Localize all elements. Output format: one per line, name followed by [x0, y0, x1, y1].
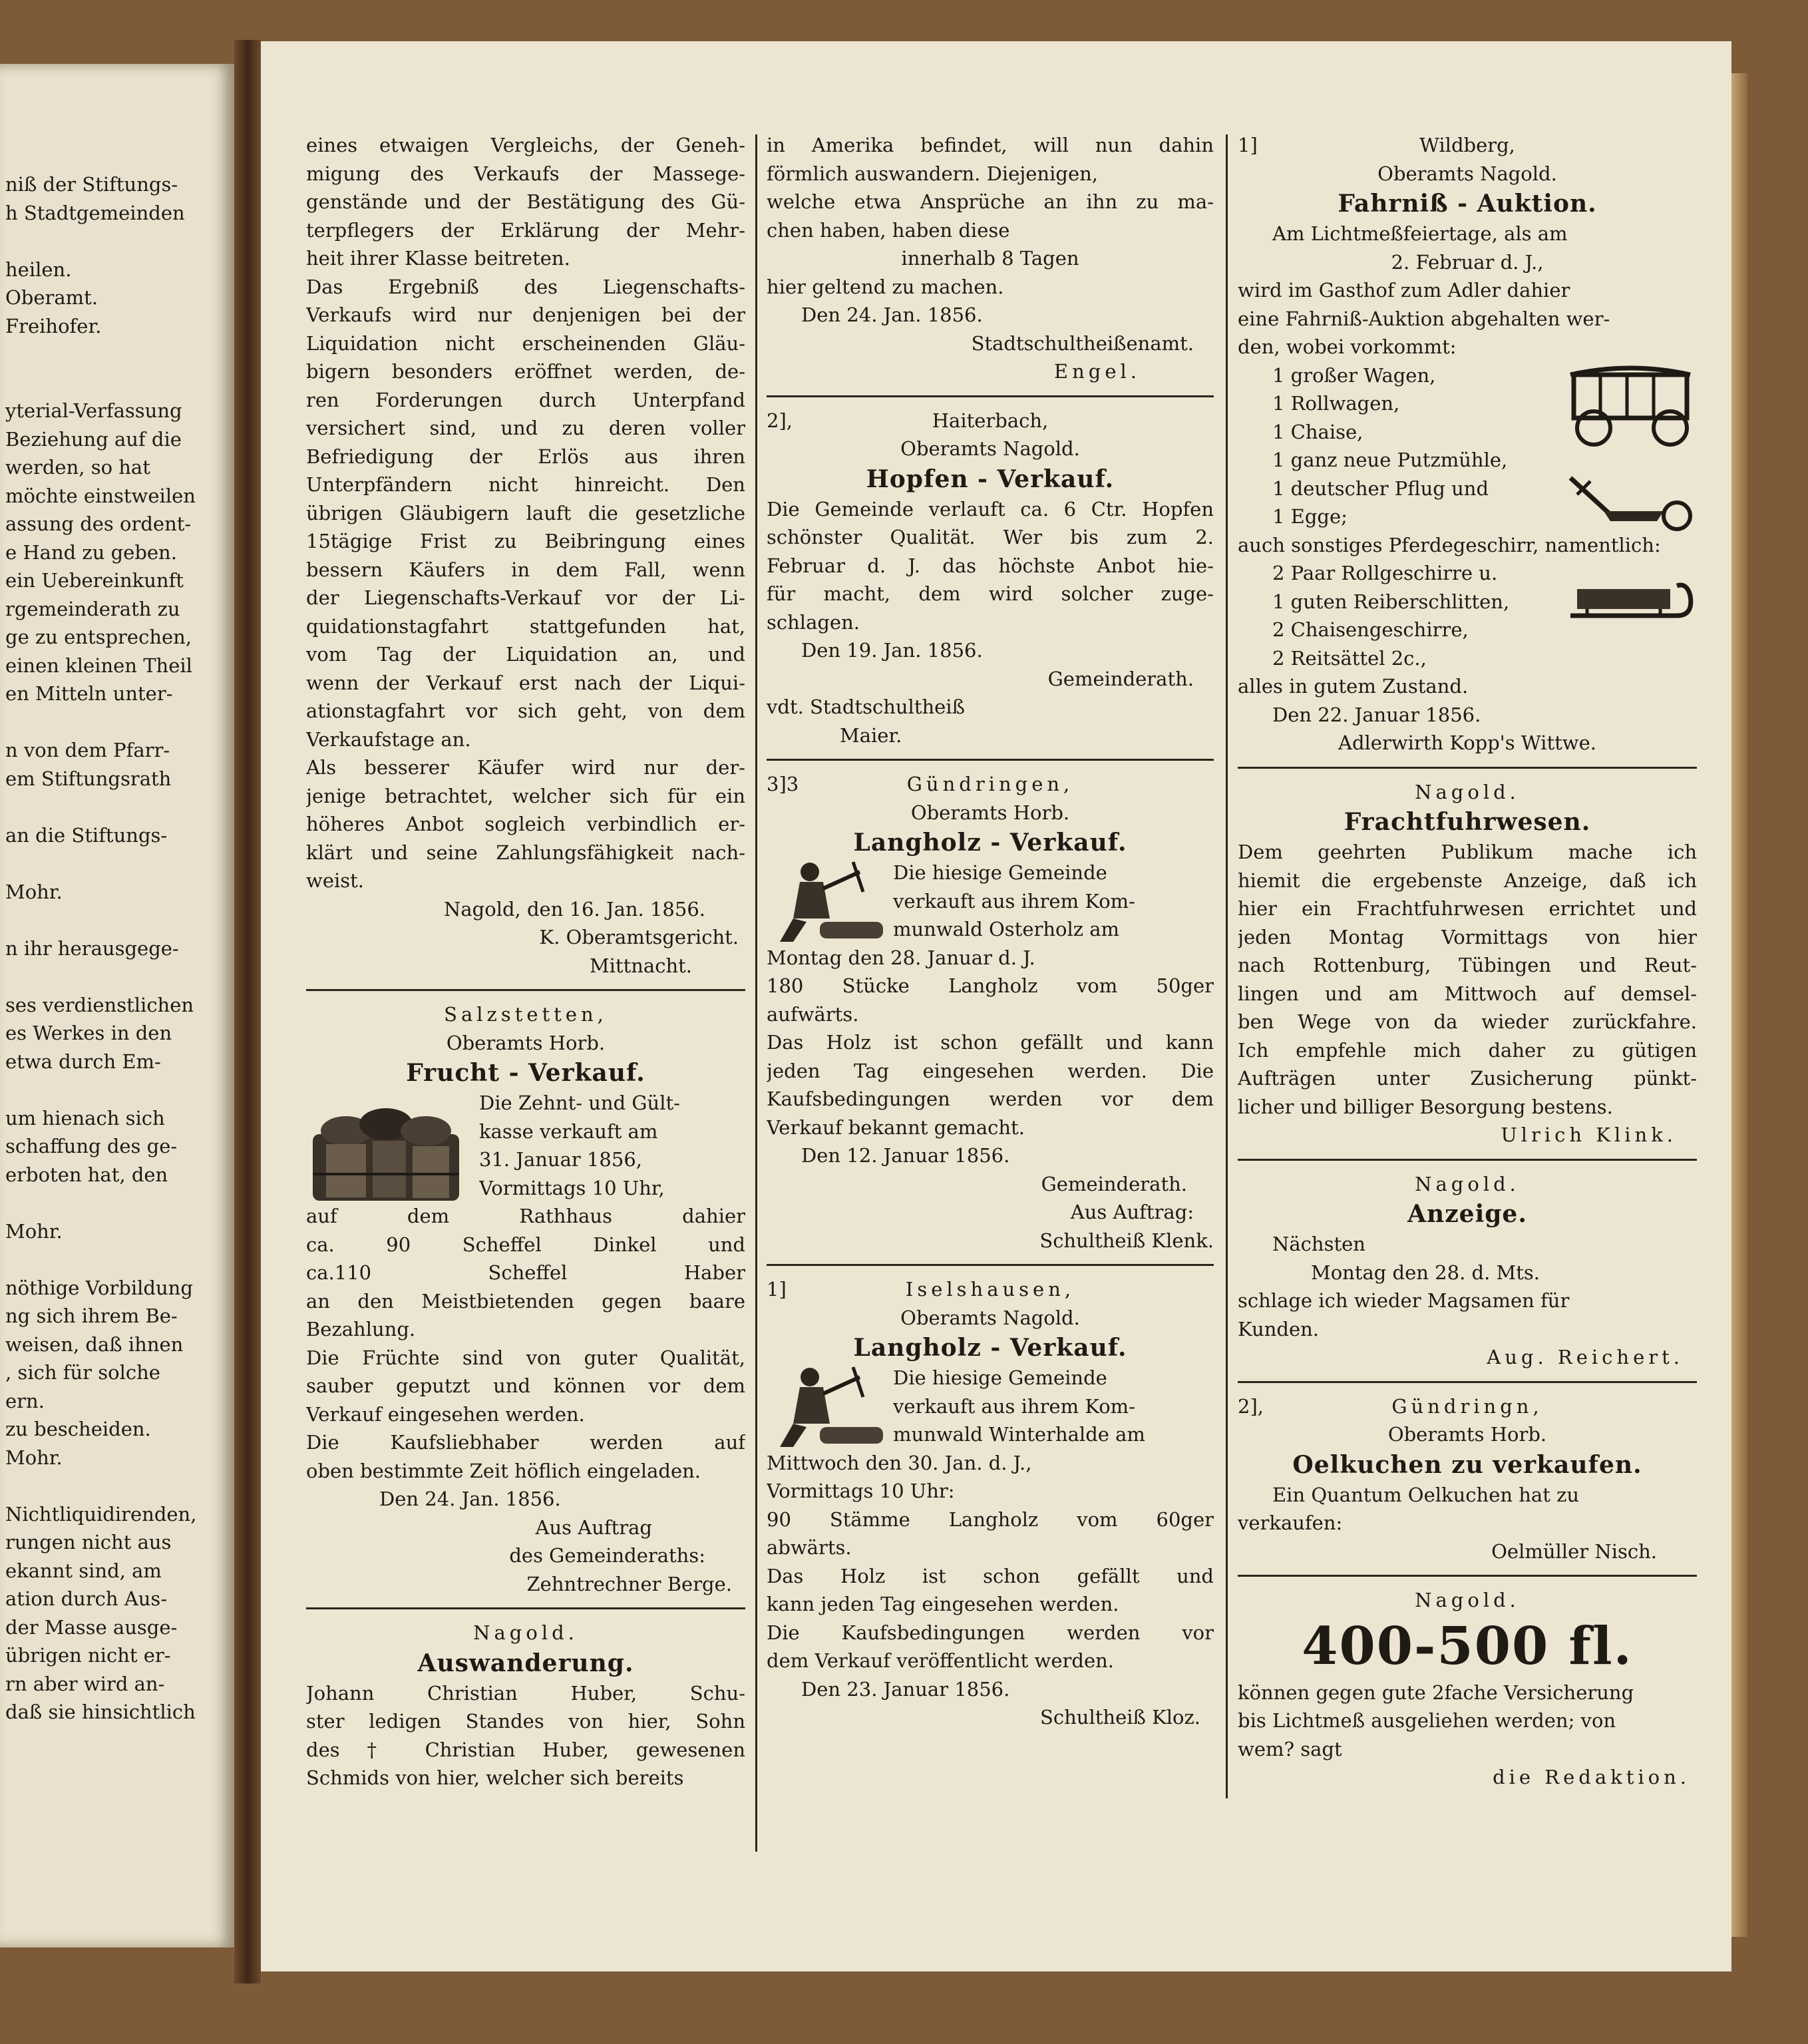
text-line: genstände und der Bestätigung des Gü- — [306, 190, 745, 213]
ad-signature-3: Maier. — [840, 723, 902, 747]
ad-date: Den 12. Januar 1856. — [801, 1144, 1010, 1167]
body-line: verkaufen: — [1238, 1512, 1343, 1534]
ad-number: 1] — [1238, 134, 1258, 156]
text-line: yterial-Verfassung — [5, 399, 182, 422]
text-line: ses verdienstlichen — [5, 993, 194, 1016]
text-line: 1 ganz neue Putzmühle, — [1272, 449, 1508, 471]
text-line: um hienach sich — [5, 1106, 165, 1129]
text-line: ster ledigen Standes von hier, Sohn — [306, 1710, 745, 1733]
text-line: Die Früchte sind von guter Qualität, — [306, 1346, 745, 1369]
ad-body-with-image — [767, 859, 1214, 944]
text-line: verkauft aus ihrem Kom- — [893, 1394, 1135, 1418]
text-line: Die hiesige Gemeinde — [893, 1366, 1107, 1389]
text-line: 90 Stämme Langholz vom 60ger — [767, 1508, 1214, 1531]
text-line: Verkaufstage an. — [306, 727, 471, 751]
text-line: jenige betrachtet, welcher sich für ein — [306, 784, 745, 807]
text-line: höheres Anbot sogleich verbindlich er- — [306, 813, 745, 835]
book-gutter — [234, 40, 261, 1983]
text-line: Montag den 28. Januar d. J. — [767, 946, 1035, 969]
ad-signature-2: des Gemeinderaths: — [509, 1544, 705, 1567]
text-line: förmlich auswandern. Diejenigen, — [767, 162, 1098, 185]
text-line: dem Verkauf veröffentlicht werden. — [767, 1649, 1115, 1672]
text-line: ekannt sind, am — [5, 1559, 162, 1582]
text-line: es Werkes in den — [5, 1022, 172, 1044]
ad-signature: Ulrich Klink. — [1501, 1124, 1677, 1146]
text-line: h Stadtgemeinden — [5, 201, 185, 224]
text-line: Verkaufs wird nur denjenigen bei der — [306, 304, 745, 326]
notice-signature-office: Stadtschultheißenamt. — [971, 331, 1194, 355]
text-line: e Hand zu geben. — [5, 540, 177, 564]
text-line: ern. — [5, 1389, 45, 1412]
text-line — [5, 227, 218, 256]
text-line: schlagen. — [767, 610, 860, 634]
plough-woodcut — [1564, 475, 1697, 534]
text-line: Das Holz ist schon gefällt und — [767, 1564, 1214, 1587]
text-line: aufwärts. — [767, 1002, 859, 1026]
ad-place: Nagold. — [1415, 1172, 1520, 1195]
text-line: Die Zehnt- und Gült- — [479, 1092, 680, 1114]
divider — [306, 1607, 745, 1609]
ad-title: Hopfen - Verkauf. — [866, 465, 1115, 493]
text-line: versichert sind, und zu deren voller — [306, 417, 745, 439]
ad-date: Den 24. Jan. 1856. — [379, 1488, 561, 1510]
ad-place: Gündringn, — [1391, 1394, 1543, 1418]
body-line: können gegen gute 2fache Versicherung — [1238, 1681, 1634, 1704]
column-3 — [1238, 131, 1697, 1792]
woodcutter-woodcut — [773, 1364, 886, 1450]
ad-signature-1: Gemeinderath. — [1047, 667, 1194, 690]
newspaper-page — [261, 41, 1731, 1971]
body-line: hier geltend zu machen. — [767, 275, 1004, 298]
divider — [1238, 1381, 1697, 1383]
ad-number: 2], — [1238, 1394, 1264, 1418]
text-line: welche etwa Ansprüche an ihn zu ma- — [767, 190, 1214, 213]
text-line: 15tägige Frist zu Beibringung eines — [306, 530, 745, 552]
ad-place: Nagold. — [1415, 1589, 1520, 1611]
text-line: sauber geputzt und können vor dem — [306, 1374, 745, 1397]
ad-signature: Aug. Reichert. — [1487, 1346, 1684, 1368]
text-line — [5, 708, 218, 737]
text-line: 2 Reitsättel 2c., — [1272, 646, 1427, 670]
text-line: oben bestimmte Zeit höflich eingeladen. — [306, 1459, 701, 1482]
text-line: ation durch Aus- — [5, 1587, 168, 1610]
divider — [1238, 767, 1697, 769]
body-line: Montag den 28. d. Mts. — [1311, 1261, 1540, 1284]
notice-date: Nagold, den 16. Jan. 1856. — [444, 897, 705, 920]
ad-title: Frucht - Verkauf. — [406, 1059, 645, 1087]
text-line: ca.110 Scheffel Haber — [306, 1261, 745, 1284]
text-line: Mohr. — [5, 1446, 63, 1469]
text-line: bessern Käufers in dem Fall, wenn — [306, 558, 745, 581]
item-list-2 — [1238, 559, 1697, 672]
text-line: Die Kaufsbedingungen werden vor — [767, 1621, 1214, 1644]
ad-langholz-iselshausen — [767, 1275, 1214, 1732]
text-line — [5, 1189, 218, 1217]
text-line: Oberamt. — [5, 286, 98, 309]
text-line: ge zu entsprechen, — [5, 626, 192, 648]
text-line: nach Rottenburg, Tübingen und Reut- — [1238, 954, 1697, 976]
text-line: terpflegers der Erklärung der Mehr- — [306, 218, 745, 242]
text-line: ren Forderungen durch Unterpfand — [306, 388, 745, 411]
item-list-1 — [1238, 361, 1697, 531]
ad-number: 3]3 — [767, 773, 799, 795]
ad-date: Den 19. Jan. 1856. — [801, 639, 983, 662]
text-line: der Liegenschafts-Verkauf vor der Li- — [306, 586, 745, 609]
text-line: einen kleinen Theil — [5, 654, 192, 677]
ad-number: 2], — [767, 409, 793, 432]
text-line: 180 Stücke Langholz vom 50ger — [767, 974, 1214, 997]
wagon-woodcut — [1564, 361, 1697, 448]
text-line: Ich empfehle mich daher zu gütigen — [1238, 1038, 1697, 1062]
ad-signature-2: Aus Auftrag: — [1070, 1201, 1194, 1223]
text-line: n ihr herausgege- — [5, 936, 179, 960]
text-line: kann jeden Tag eingesehen werden. — [767, 1593, 1119, 1615]
text-line: der Masse ausge- — [5, 1615, 178, 1639]
text-line: erboten hat, den — [5, 1163, 168, 1186]
text-line: etwa durch Em- — [5, 1050, 161, 1073]
body-line: bis Lichtmeß ausgeliehen werden; von — [1238, 1709, 1616, 1732]
text-line: 1 Rollwagen, — [1272, 392, 1400, 415]
ad-place: Wildberg, — [1419, 134, 1515, 156]
text-line: kasse verkauft am — [479, 1120, 658, 1143]
divider — [1238, 1159, 1697, 1161]
text-line: für macht, dem wird solcher zuge- — [767, 582, 1214, 605]
text-line: bigern besonders eröffnet werden, de- — [306, 360, 745, 383]
grain-sacks-woodcut — [306, 1094, 466, 1207]
text-line: zu bescheiden. — [5, 1418, 151, 1440]
text-line: Aufträgen unter Zusicherung pünkt- — [1238, 1067, 1697, 1090]
text-line: Februar d. J. das höchste Anbot hie- — [767, 554, 1214, 577]
body-line: wem? sagt — [1238, 1737, 1342, 1760]
text-line: übrigen nicht er- — [5, 1644, 171, 1667]
text-line: schönster Qualität. Wer bis zum 2. — [767, 526, 1214, 548]
loan-amount: 400-500 fl. — [1302, 1615, 1633, 1677]
column-2 — [767, 131, 1214, 1732]
text-line: 1 guten Reiberschlitten, — [1272, 590, 1510, 613]
body-line: schlage ich wieder Magsamen für — [1238, 1289, 1570, 1312]
text-line: en Mitteln unter- — [5, 682, 173, 705]
ad-signature-1: Aus Auftrag — [535, 1516, 652, 1539]
body-line: Kunden. — [1238, 1317, 1320, 1340]
text-line: lingen und am Mittwoch auf demsel- — [1238, 982, 1697, 1005]
text-line: vom Tag der Liquidation an, und — [306, 643, 745, 666]
ad-signature: Schultheiß Kloz. — [1040, 1706, 1200, 1729]
body-line: 2. Februar d. J., — [1391, 250, 1544, 274]
text-line: Dem geehrten Publikum mache ich — [1238, 841, 1697, 863]
text-line — [5, 906, 218, 934]
ad-body-with-image — [306, 1089, 745, 1202]
text-line: heit ihrer Klasse beitreten. — [306, 247, 570, 270]
text-line: ationstagfahrt vor sich geht, von dem — [306, 700, 745, 722]
text-line: munwald Winterhalde am — [893, 1423, 1145, 1446]
ad-place: Salzstetten, — [444, 1003, 608, 1026]
text-line: migung des Verkaufs der Massege- — [306, 162, 745, 185]
text-line: Unterpfändern nicht hinreicht. Den — [306, 473, 745, 496]
text-line: in Amerika befindet, will nun dahin — [767, 134, 1214, 156]
ad-place: Iselshausen, — [905, 1278, 1075, 1301]
ad-place: Nagold. — [1415, 780, 1520, 803]
text-line — [5, 340, 218, 369]
left-page — [0, 64, 234, 1947]
ad-signature-3: Schultheiß Klenk. — [1039, 1229, 1214, 1252]
ad-place: Nagold. — [473, 1621, 578, 1644]
ad-title: Fahrniß - Auktion. — [1338, 190, 1597, 218]
text-line: 1 deutscher Pflug und — [1272, 477, 1489, 500]
body-line: Nächsten — [1272, 1233, 1365, 1255]
liquidation-notice-text — [306, 131, 745, 895]
text-line: hiemit die ergebenste Anzeige, daß ich — [1238, 869, 1697, 892]
ad-oelkuchen — [1238, 1392, 1697, 1566]
text-line — [5, 793, 218, 821]
sleigh-woodcut — [1564, 566, 1697, 632]
text-line — [5, 1245, 218, 1274]
ad-signature-2: vdt. Stadtschultheiß — [767, 696, 965, 718]
body-line: den, wobei vorkommt: — [1238, 335, 1457, 358]
text-line: weist. — [306, 869, 365, 892]
text-line: des † Christian Huber, gewesenen — [306, 1738, 745, 1761]
text-line: Nichtliquidirenden, — [5, 1502, 197, 1526]
ad-subtitle: Oberamts Nagold. — [900, 437, 1080, 460]
ad-subtitle: Oberamts Horb. — [446, 1031, 606, 1054]
ad-title: Langholz - Verkauf. — [853, 829, 1127, 857]
text-line: rungen nicht aus — [5, 1531, 172, 1553]
text-line — [5, 962, 218, 991]
text-line: Mittwoch den 30. Jan. d. J., — [767, 1451, 1032, 1474]
text-line: ng sich ihrem Be- — [5, 1305, 178, 1327]
text-line: munwald Osterholz am — [893, 918, 1120, 940]
divider — [767, 759, 1214, 761]
ad-signature-3: Zehntrechner Berge. — [526, 1572, 732, 1595]
text-line: wenn der Verkauf erst nach der Liqui- — [306, 671, 745, 694]
text-line: Beziehung auf die — [5, 427, 182, 451]
text-line: ca. 90 Scheffel Dinkel und — [306, 1233, 745, 1256]
text-line: 2 Chaisengeschirre, — [1272, 618, 1469, 641]
body-line: wird im Gasthof zum Adler dahier — [1238, 279, 1570, 302]
text-line: eines etwaigen Vergleichs, der Geneh- — [306, 134, 745, 156]
body-line: alles in gutem Zustand. — [1238, 675, 1469, 698]
text-line: 2 Paar Rollgeschirre u. — [1272, 562, 1498, 584]
text-line: licher und billiger Besorgung bestens. — [1238, 1095, 1613, 1118]
text-line: Die hiesige Gemeinde — [893, 861, 1107, 884]
left-page-text — [5, 170, 218, 1727]
text-line: Befriedigung der Erlös aus ihren — [306, 445, 745, 468]
notice-date: Den 24. Jan. 1856. — [801, 304, 983, 326]
text-line: assung des ordent- — [5, 512, 192, 535]
text-line: Johann Christian Huber, Schu- — [306, 1681, 745, 1705]
ad-body-with-image — [767, 1364, 1214, 1449]
ad-signature: die Redaktion. — [1493, 1766, 1690, 1788]
ad-langholz-guendringen — [767, 770, 1214, 1255]
text-line — [5, 1076, 218, 1104]
column-1 — [306, 131, 745, 1792]
ad-date: Den 22. Januar 1856. — [1272, 703, 1481, 726]
ad-signature-1: Gemeinderath. — [1041, 1172, 1187, 1195]
notice-signature-office: K. Oberamtsgericht. — [539, 926, 739, 948]
ad-subtitle: Oberamts Nagold. — [900, 1306, 1080, 1329]
text-line: em Stiftungsrath — [5, 767, 172, 790]
text-line: Kaufsbedingungen werden vor dem — [767, 1088, 1214, 1110]
text-line: Bezahlung. — [306, 1318, 416, 1340]
text-line: verkauft aus ihrem Kom- — [893, 889, 1135, 913]
text-line: 31. Januar 1856, — [479, 1148, 642, 1171]
text-line: quidationstagfahrt stattgefunden hat, — [306, 614, 745, 638]
text-line: Das Ergebniß des Liegenschafts- — [306, 275, 745, 298]
text-line: an den Meistbietenden gegen baare — [306, 1289, 745, 1313]
ad-title: Anzeige. — [1407, 1200, 1527, 1228]
body-line: Ein Quantum Oelkuchen hat zu — [1272, 1483, 1580, 1506]
text-line: niß der Stiftungs- — [5, 173, 178, 196]
text-line: Verkauf eingesehen werden. — [306, 1402, 585, 1426]
ad-signature: Oelmüller Nisch. — [1491, 1539, 1657, 1563]
text-line: Die Kaufsliebhaber werden auf — [306, 1431, 745, 1454]
ad-title: Frachtfuhrwesen. — [1344, 808, 1591, 836]
text-line: jeden Tag eingesehen werden. Die — [767, 1059, 1214, 1082]
ad-number: 1] — [767, 1278, 787, 1301]
deadline: innerhalb 8 Tagen — [901, 247, 1079, 270]
divider — [767, 395, 1214, 397]
body-line: eine Fahrniß-Auktion abgehalten wer- — [1238, 307, 1610, 330]
text-line: n von dem Pfarr- — [5, 739, 170, 761]
text-line: 1 Chaise, — [1272, 420, 1363, 443]
notice-signature-name: Mittnacht. — [589, 954, 692, 977]
text-line — [5, 849, 218, 878]
text-line: ben Wege von da wieder zurückfahre. — [1238, 1010, 1697, 1033]
text-line: weisen, daß ihnen — [5, 1332, 184, 1356]
text-line: daß sie hinsichtlich — [5, 1701, 196, 1723]
column-rule-2 — [1226, 134, 1228, 1798]
text-line: Mohr. — [5, 880, 63, 903]
text-line: nöthige Vorbildung — [5, 1276, 193, 1299]
text-line: chen haben, haben diese — [767, 218, 1010, 242]
ad-hopfen — [767, 407, 1214, 750]
ad-subtitle: Oberamts Nagold. — [1377, 162, 1557, 185]
text-line: Vormittags 10 Uhr: — [767, 1480, 955, 1502]
text-line: möchte einstweilen — [5, 484, 196, 507]
ad-title: Langholz - Verkauf. — [853, 1334, 1127, 1362]
text-line: an die Stiftungs- — [5, 823, 168, 847]
text-line: jeden Montag Vormittags von hier — [1238, 925, 1697, 948]
text-line: klärt und seine Zahlungsfähigkeit nach- — [306, 841, 745, 864]
text-line: Verkauf bekannt gemacht. — [767, 1116, 1025, 1139]
divider — [767, 1264, 1214, 1266]
text-line: Als besserer Käufer wird nur der- — [306, 756, 745, 779]
woodcutter-woodcut — [773, 859, 886, 945]
text-line: auf dem Rathhaus dahier — [306, 1205, 745, 1227]
ad-place: Gündringen, — [906, 773, 1074, 795]
text-line: hier ein Frachtfuhrwesen errichtet und — [1238, 897, 1697, 920]
text-line: 1 großer Wagen, — [1272, 363, 1436, 387]
ad-date: Den 23. Januar 1856. — [801, 1677, 1010, 1701]
text-line: übrigen Gläubigern lauft die gesetzliche — [306, 501, 745, 524]
text-line: 1 Egge; — [1272, 505, 1348, 528]
text-line — [5, 1472, 218, 1500]
divider — [1238, 1575, 1697, 1577]
ad-subtitle: Oberamts Horb. — [910, 801, 1070, 824]
text-line: abwärts. — [767, 1536, 852, 1559]
text-line: ein Uebereinkunft — [5, 569, 184, 592]
ad-subtitle: Oberamts Horb. — [1387, 1423, 1547, 1446]
page-edge — [1731, 73, 1747, 1937]
text-line: Mohr. — [5, 1219, 63, 1243]
text-line: werden, so hat — [5, 456, 150, 479]
ad-place: Haiterbach, — [932, 409, 1049, 432]
text-line: rgemeinderath zu — [5, 597, 180, 620]
text-line: Freihofer. — [5, 314, 102, 337]
text-line — [5, 369, 218, 397]
text-line: Die Gemeinde verlauft ca. 6 Ctr. Hopfen — [767, 497, 1214, 520]
text-line: heilen. — [5, 258, 72, 281]
text-line: Schmids von hier, welcher sich bereits — [306, 1766, 684, 1789]
text-line: Liquidation nicht erscheinenden Gläu- — [306, 331, 745, 355]
text-line: rn aber wird an- — [5, 1672, 165, 1695]
body-line: auch sonstiges Pferdegeschirr, namentlich: — [1238, 533, 1661, 556]
notice-signature-name: Engel. — [1053, 360, 1141, 383]
ad-title: Oelkuchen zu verkaufen. — [1292, 1450, 1642, 1479]
text-line: Vormittags 10 Uhr, — [479, 1176, 665, 1199]
text-line: , sich für solche — [5, 1361, 160, 1384]
ad-signature: Adlerwirth Kopp's Wittwe. — [1338, 731, 1596, 754]
text-line: schaffung des ge- — [5, 1135, 178, 1157]
ad-title: Auswanderung. — [417, 1649, 634, 1677]
column-rule-1 — [755, 134, 757, 1852]
body-line: Am Lichtmeßfeiertage, als am — [1272, 222, 1568, 245]
ad-fahrniss-auktion — [1238, 131, 1697, 757]
divider — [306, 989, 745, 991]
text-line: Das Holz ist schon gefällt und kann — [767, 1031, 1214, 1054]
